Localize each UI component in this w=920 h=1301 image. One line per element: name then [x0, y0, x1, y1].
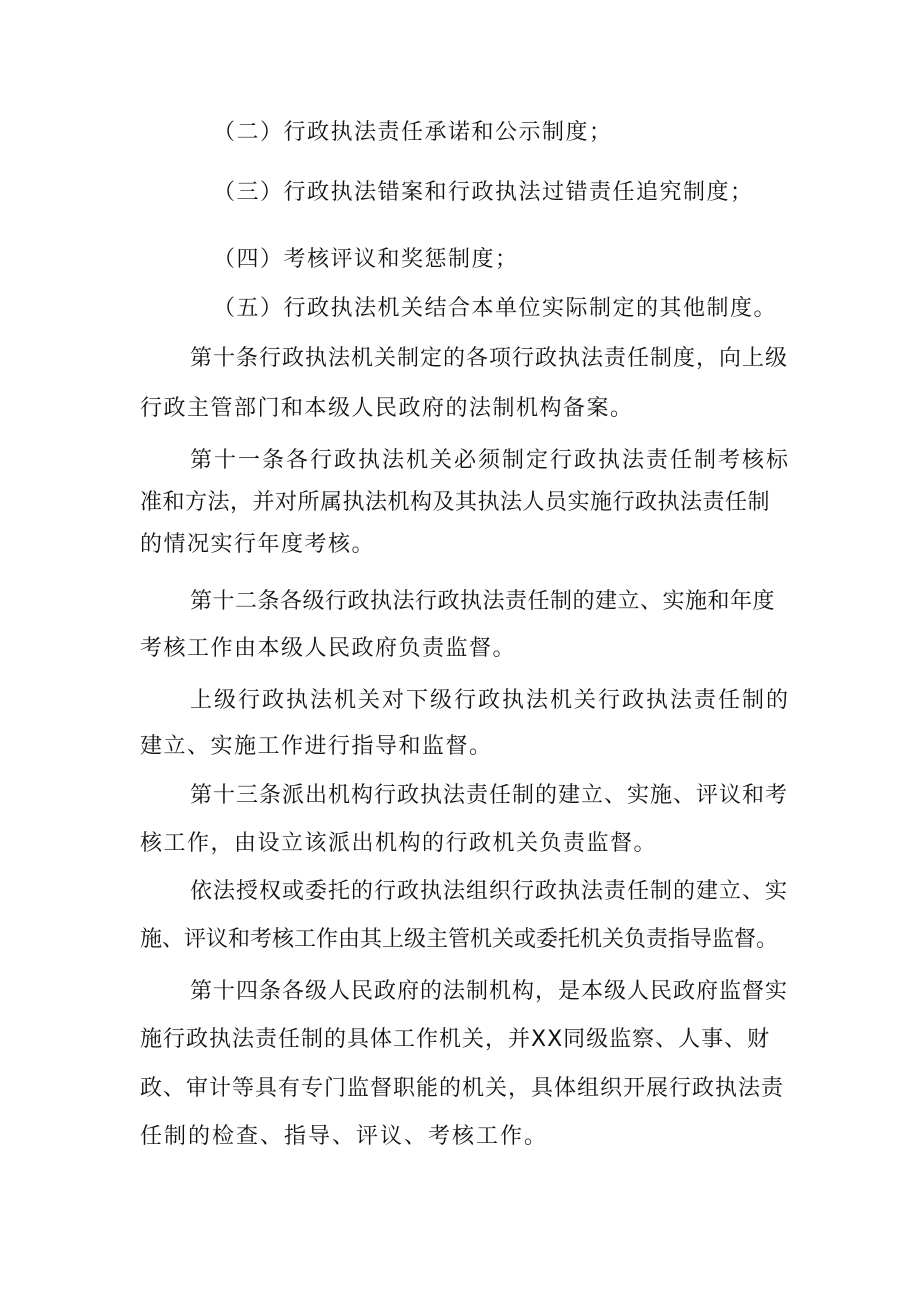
text-line: （五）行政执法机关结合本单位实际制定的其他制度。 [213, 296, 778, 321]
text-line: 准和方法，并对所属执法机构及其执法人员实施行政执法责任制 [140, 490, 771, 515]
text-line: 建立、实施工作进行指导和监督。 [140, 734, 493, 759]
text-line: 上级行政执法机关对下级行政执法机关行政执法责任制的 [190, 688, 791, 713]
text-line: 的情况实行年度考核。 [140, 532, 376, 557]
text-line: 考核工作由本级人民政府负责监督。 [140, 636, 517, 661]
text-line: 行政主管部门和本级人民政府的法制机构备案。 [140, 396, 634, 421]
text-line: 核工作，由设立该派出机构的行政机关负责监督。 [140, 831, 658, 856]
text-line: （二）行政执法责任承诺和公示制度； [213, 120, 613, 145]
text-line: 施、评议和考核工作由其上级主管机关或委托机关负责指导监督。 [140, 927, 779, 952]
text-line: 政、审计等具有专门监督职能的机关，具体组织开展行政执法责 [140, 1076, 785, 1101]
text-line: （三）行政执法错案和行政执法过错责任追究制度； [213, 180, 754, 205]
text-line: 依法授权或委托的行政执法组织行政执法责任制的建立、实 [190, 879, 789, 904]
text-line: 第十三条派出机构行政执法责任制的建立、实施、评议和考 [190, 783, 789, 808]
text-line: 任制的检查、指导、评议、考核工作。 [140, 1124, 549, 1149]
text-line: 第十二条各级行政执法行政执法责任制的建立、实施和年度 [190, 589, 776, 614]
text-line: 第十四条各级人民政府的法制机构，是本级人民政府监督实 [190, 979, 789, 1004]
text-line: 第十一条各行政执法机关必须制定行政执法责任制考核标 [190, 448, 791, 473]
text-line: （四）考核评议和奖惩制度； [213, 247, 519, 272]
text-line: 第十条行政执法机关制定的各项行政执法责任制度，向上级 [190, 346, 789, 371]
text-line: 施行政执法责任制的具体工作机关，并XX同级监察、人事、财 [140, 1027, 771, 1052]
